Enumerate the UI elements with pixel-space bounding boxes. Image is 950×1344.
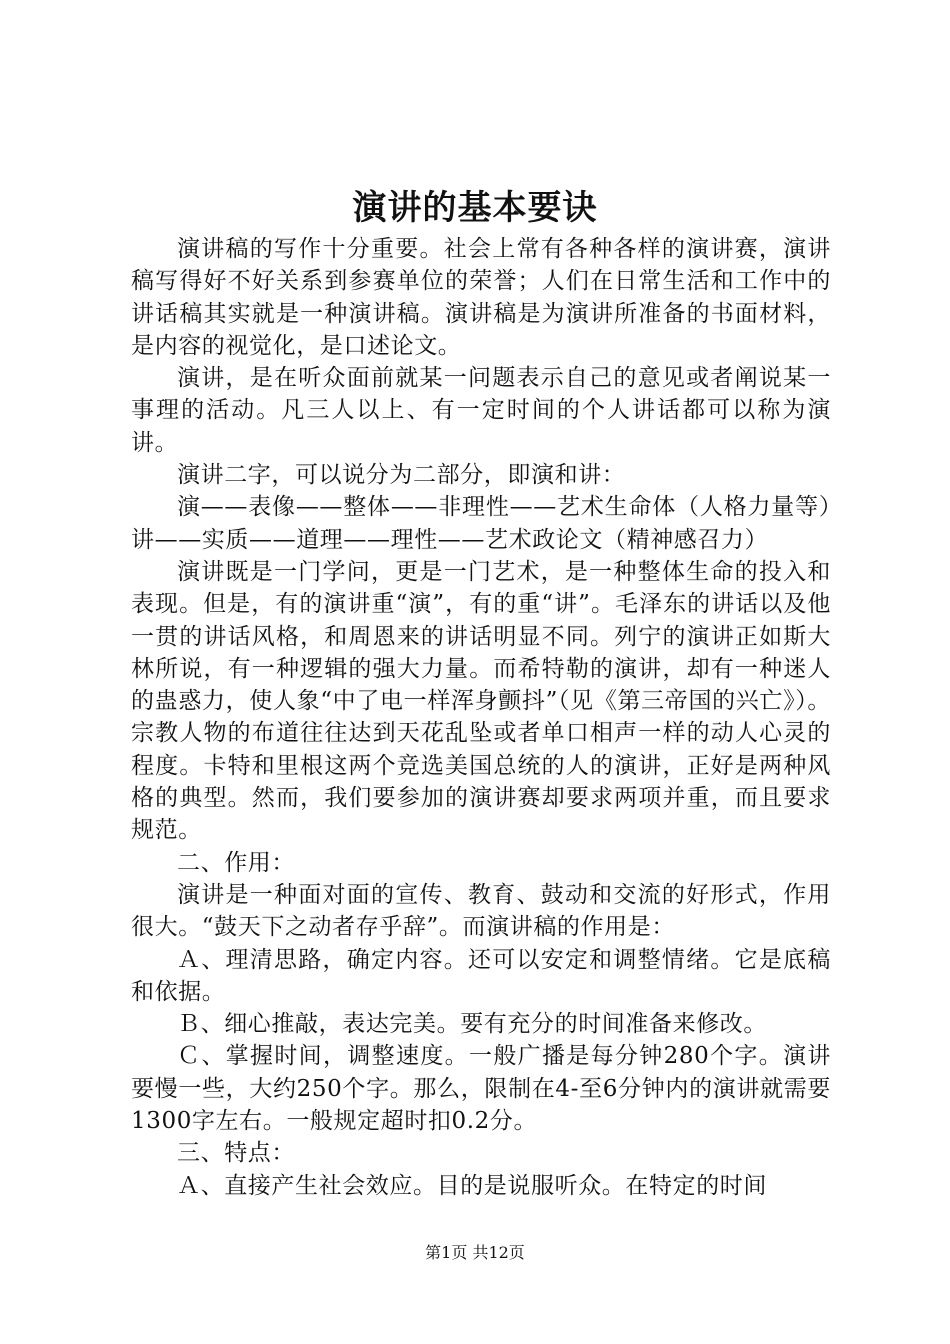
- list-item: Ｃ、掌握时间，调整速度。一般广播是每分钟280个字。演讲要慢一些，大约250个字。那么，限制在4-至6分钟内的演讲就需要1300字左右。一般规定超时扣0.2分。: [131, 1043, 831, 1135]
- paragraph: 演讲，是在听众面前就某一问题表示自己的意见或者阐说某一事理的活动。凡三人以上、有一定时间的个人讲话都可以称为演讲。: [131, 365, 831, 456]
- paragraph: 演——表像——整体——非理性——艺术生命体（人格力量等）讲——实质——道理——理性——艺术政论文（精神感召力）: [131, 494, 831, 553]
- document-title: 演讲的基本要诀: [352, 188, 598, 228]
- section-heading: 二、作用：: [177, 849, 295, 876]
- document-body: [131, 233, 831, 1202]
- paragraph: 演讲是一种面对面的宣传、教育、鼓动和交流的好形式，作用很大。“鼓天下之动者存乎辞”。而演讲稿的作用是：: [131, 881, 831, 941]
- paragraph: 演讲二字，可以说分为二部分，即演和讲：: [177, 462, 626, 489]
- list-item: Ａ、理清思路，确定内容。还可以安定和调整情绪。它是底稿和依据。: [131, 946, 831, 1005]
- page-footer: 第1页 共12页: [425, 1243, 525, 1262]
- paragraph: 演讲既是一门学问，更是一门艺术，是一种整体生命的投入和表现。但是，有的演讲重“演”，有的重“讲”。毛泽东的讲话以及他一贯的讲话风格，和周恩来的讲话明显不同。列宁的演讲正如斯大林所说，有一种逻辑的强大力量。而希特勒的演讲，却有一种迷人的蛊惑力，使人象“中了电一样浑身颤抖”（见《第三帝国的兴亡》）。宗教人物的布道往往达到天花乱坠或者单口相声一样的动人心灵的程度。卡特和里根这两个竞选美国总统的人的演讲，正好是两种风格的典型。然而，我们要参加的演讲赛却要求两项并重，而且要求规范。: [131, 558, 831, 844]
- list-item: Ａ、直接产生社会效应。目的是说服听众。在特定的时间: [177, 1172, 767, 1199]
- paragraph: 演讲稿的写作十分重要。社会上常有各种各样的演讲赛，演讲稿写得好不好关系到参赛单位的荣誉；人们在日常生活和工作中的讲话稿其实就是一种演讲稿。演讲稿是为演讲所准备的书面材料，是内容的视觉化，是口述论文。: [131, 236, 831, 359]
- list-item: Ｂ、细心推敲，表达完美。要有充分的时间准备来修改。: [177, 1011, 767, 1038]
- section-heading: 三、特点：: [177, 1140, 295, 1167]
